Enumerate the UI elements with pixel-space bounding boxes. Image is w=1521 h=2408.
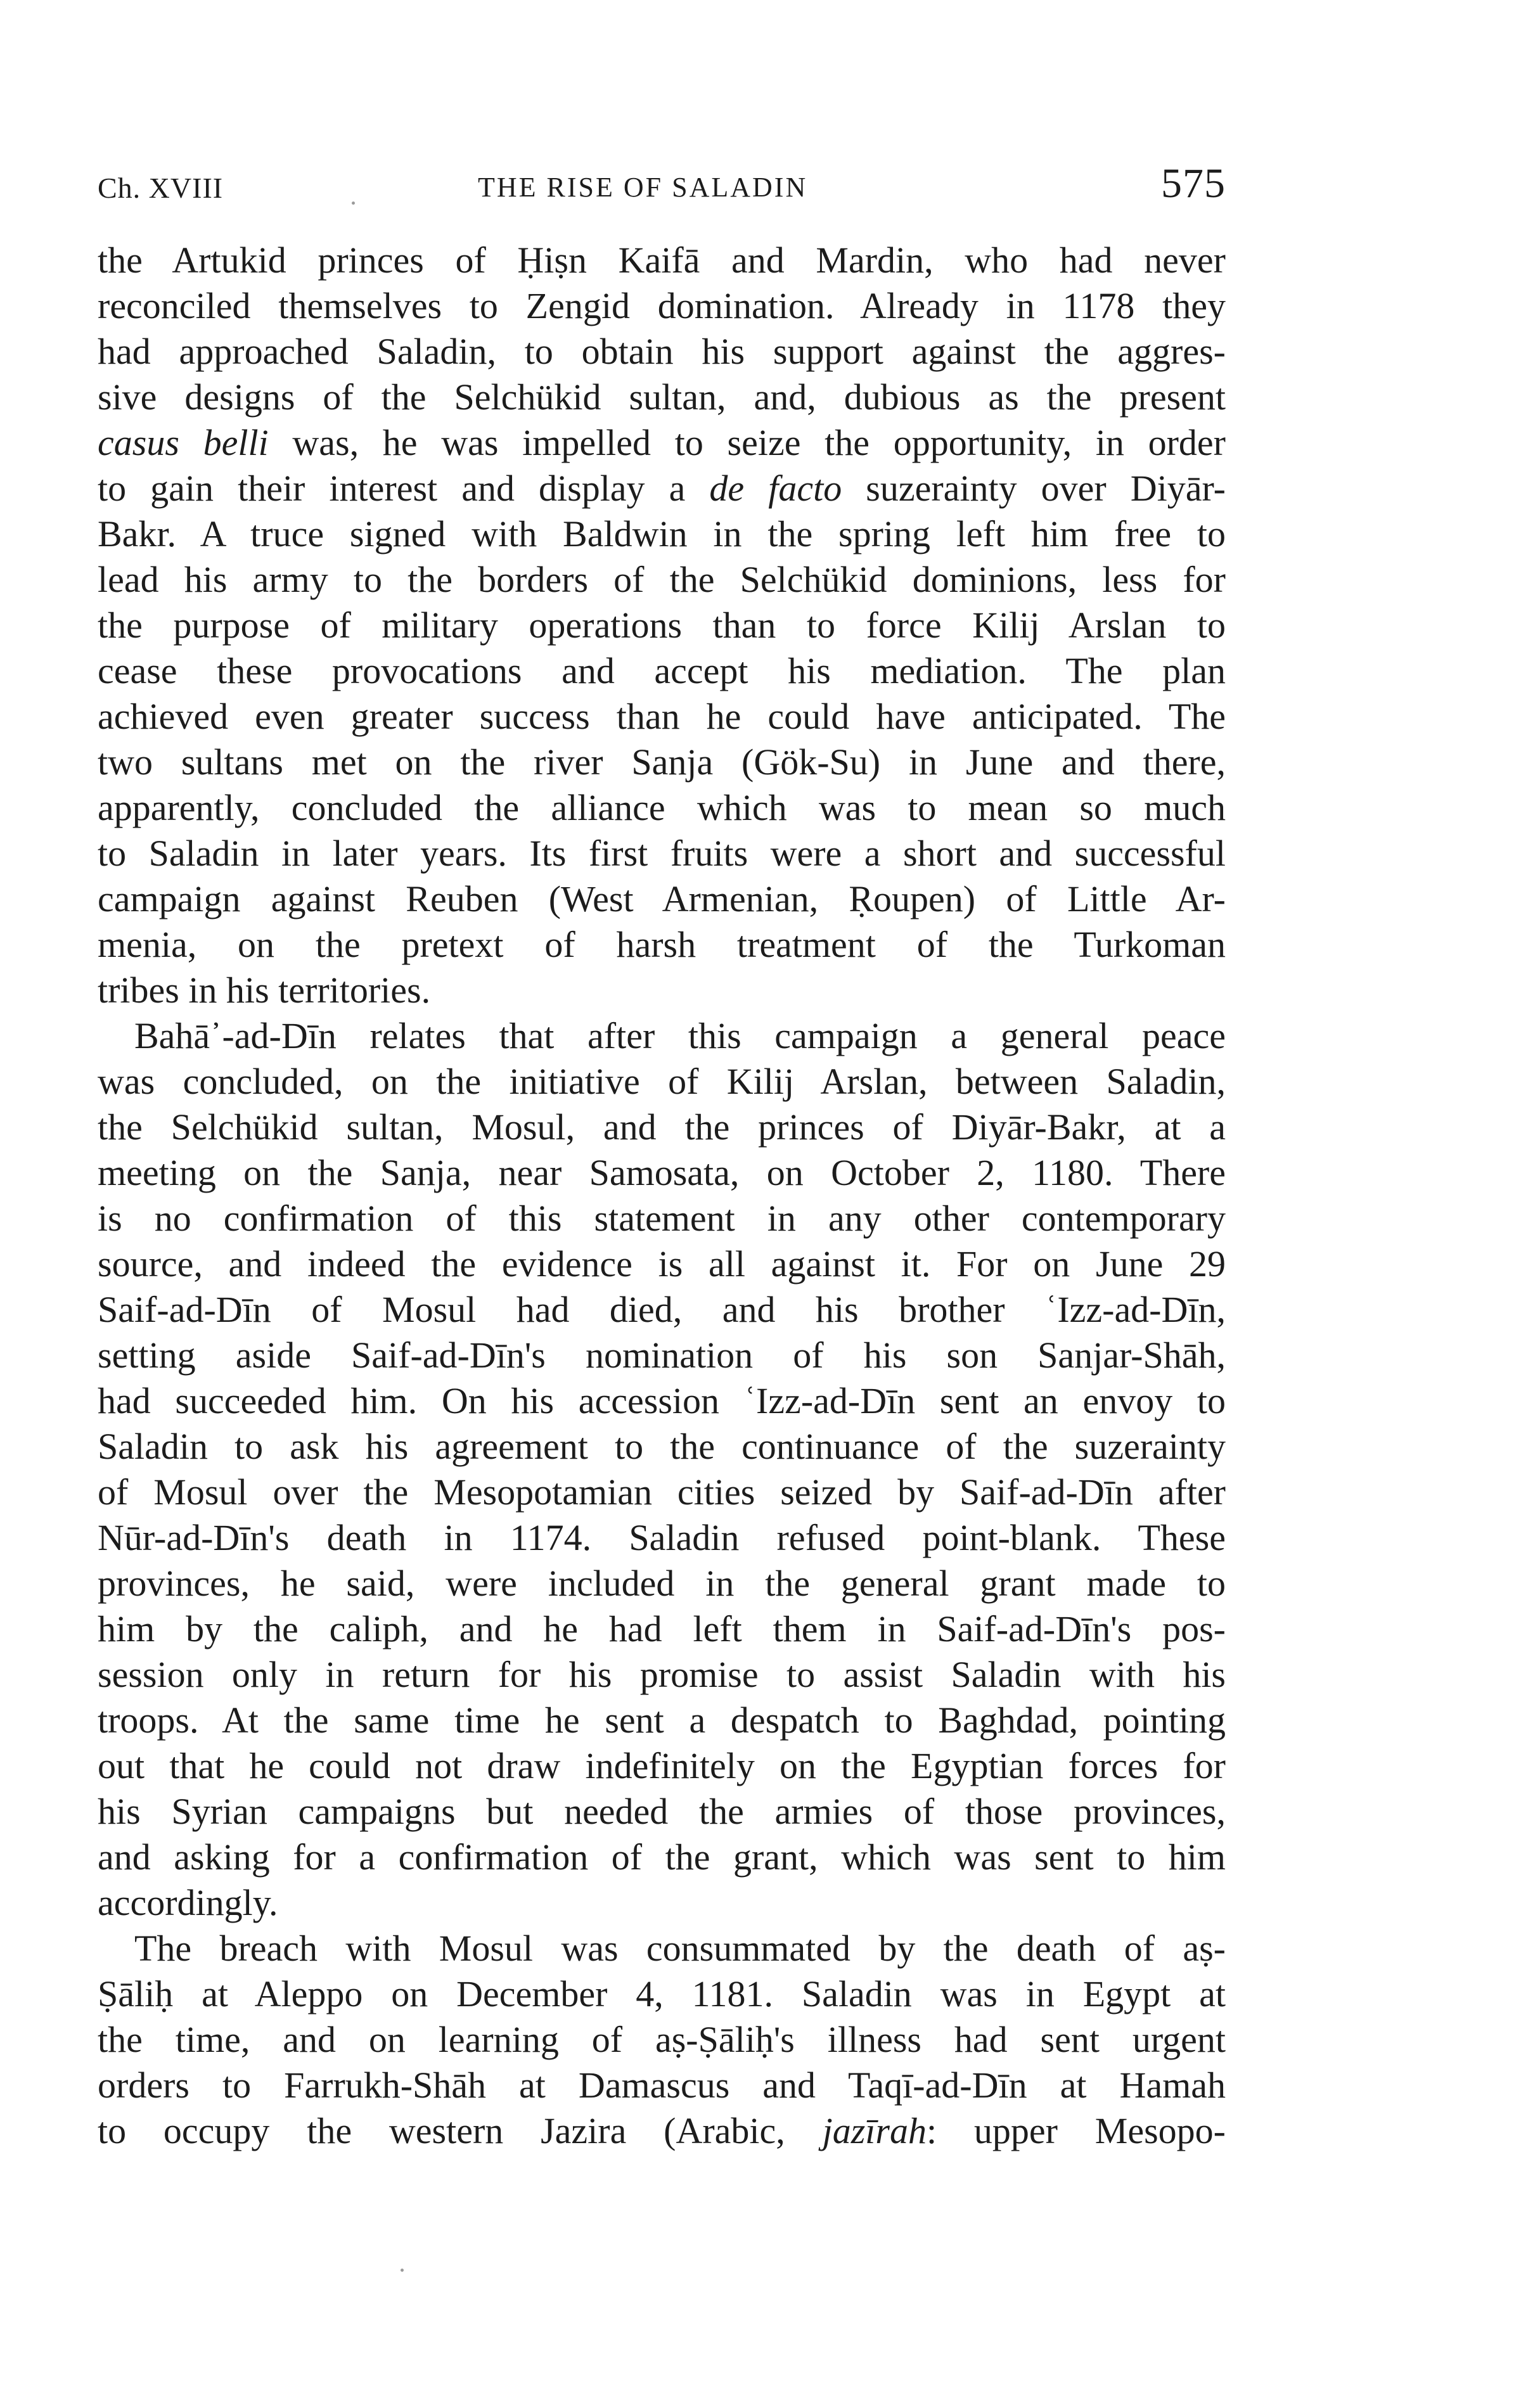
italic-phrase: casus belli bbox=[98, 422, 269, 463]
text-line bbox=[98, 1105, 1226, 1150]
text-run: Bakr. A truce signed with Baldwin in the spring left him free to bbox=[98, 513, 1226, 554]
text-run: him by the caliph, and he had left them in Saif-ad-Dīn's pos- bbox=[98, 1608, 1226, 1649]
text-line bbox=[98, 603, 1226, 648]
text-run: Nūr-ad-Dīn's death in 1174. Saladin refused point-blank. These bbox=[98, 1517, 1226, 1558]
page-speck bbox=[401, 2269, 404, 2272]
text-run: the Artukid princes of Ḥiṣn Kaifā and Mardin, who had never bbox=[98, 240, 1226, 281]
text-run: troops. At the same time he sent a despatch to Baghdad, pointing bbox=[98, 1700, 1226, 1741]
text-line bbox=[98, 2063, 1226, 2108]
text-run: of Mosul over the Mesopotamian cities seized by Saif-ad-Dīn after bbox=[98, 1471, 1226, 1513]
text-line bbox=[98, 238, 1226, 283]
page-speck bbox=[352, 202, 355, 205]
text-run: provinces, he said, were included in the general grant made to bbox=[98, 1563, 1226, 1604]
text-line bbox=[98, 831, 1226, 876]
text-run: is no confirmation of this statement in any other contemporary bbox=[98, 1198, 1226, 1239]
text-line bbox=[98, 1470, 1226, 1515]
text-run: sive designs of the Selchükid sultan, and, dubious as the present bbox=[98, 376, 1226, 418]
chapter-label: Ch. XVIII bbox=[98, 172, 224, 204]
text-run: was, he was impelled to seize the opportunity, in order bbox=[268, 422, 1226, 463]
text-line bbox=[98, 1698, 1226, 1743]
text-line bbox=[98, 1378, 1226, 1424]
body-text bbox=[98, 238, 1226, 2154]
text-line bbox=[98, 648, 1226, 694]
text-line bbox=[98, 375, 1226, 420]
text-line bbox=[98, 1835, 1226, 1880]
text-run: Saladin to ask his agreement to the continuance of the suzerainty bbox=[98, 1426, 1226, 1467]
text-line bbox=[98, 1196, 1226, 1241]
text-line bbox=[98, 2108, 1226, 2154]
text-line bbox=[98, 740, 1226, 785]
text-run: to occupy the western Jazira (Arabic, bbox=[98, 2110, 823, 2151]
text-run: cease these provocations and accept his mediation. The plan bbox=[98, 650, 1226, 691]
text-line bbox=[98, 1515, 1226, 1561]
text-run: suzerainty over Diyār- bbox=[842, 468, 1226, 509]
text-line bbox=[98, 329, 1226, 375]
text-run: the Selchükid sultan, Mosul, and the princes of Diyār-Bakr, at a bbox=[98, 1106, 1226, 1148]
text-line bbox=[98, 1743, 1226, 1789]
text-run: apparently, concluded the alliance which was to mean so much bbox=[98, 787, 1226, 828]
text-line bbox=[98, 1241, 1226, 1287]
text-line bbox=[98, 1287, 1226, 1333]
text-line bbox=[98, 968, 1226, 1013]
text-line bbox=[98, 1880, 1226, 1926]
text-line bbox=[98, 1926, 1226, 1971]
text-run: source, and indeed the evidence is all against it. For on June 29 bbox=[98, 1243, 1226, 1284]
text-run: was concluded, on the initiative of Kilij Arslan, between Saladin, bbox=[98, 1061, 1226, 1102]
text-run: meeting on the Sanja, near Samosata, on October 2, 1180. There bbox=[98, 1152, 1226, 1193]
text-run: reconciled themselves to Zengid domination. Already in 1178 they bbox=[98, 285, 1226, 326]
text-line bbox=[98, 876, 1226, 922]
text-run: setting aside Saif-ad-Dīn's nomination of his son Sanjar-Shāh, bbox=[98, 1335, 1226, 1376]
text-run: his Syrian campaigns but needed the armies of those provinces, bbox=[98, 1791, 1226, 1832]
text-run: had succeeded him. On his accession ʿIzz-ad-Dīn sent an envoy to bbox=[98, 1380, 1226, 1421]
text-line bbox=[98, 466, 1226, 511]
text-run: The breach with Mosul was consummated by the death of aṣ- bbox=[134, 1928, 1226, 1969]
text-run: Ṣāliḥ at Aleppo on December 4, 1181. Saladin was in Egypt at bbox=[98, 1973, 1226, 2014]
text-run: campaign against Reuben (West Armenian, Ṛoupen) of Little Ar- bbox=[98, 878, 1226, 919]
text-line bbox=[98, 1424, 1226, 1470]
text-run: Saif-ad-Dīn of Mosul had died, and his brother ʿIzz-ad-Dīn, bbox=[98, 1289, 1226, 1330]
text-run: the time, and on learning of aṣ-Ṣāliḥ's illness had sent urgent bbox=[98, 2019, 1226, 2060]
text-run: session only in return for his promise to assist Saladin with his bbox=[98, 1654, 1226, 1695]
text-run: achieved even greater success than he could have anticipated. The bbox=[98, 696, 1226, 737]
text-run: accordingly. bbox=[98, 1882, 278, 1923]
text-line bbox=[98, 1606, 1226, 1652]
text-line bbox=[98, 1150, 1226, 1196]
text-line bbox=[98, 694, 1226, 740]
text-run: menia, on the pretext of harsh treatment of the Turkoman bbox=[98, 924, 1226, 965]
text-run: tribes in his territories. bbox=[98, 970, 431, 1011]
text-line bbox=[98, 1561, 1226, 1606]
italic-phrase: jazīrah bbox=[822, 2110, 927, 2151]
text-run: had approached Saladin, to obtain his support against the aggres- bbox=[98, 331, 1226, 372]
text-line bbox=[98, 785, 1226, 831]
text-run: to gain their interest and display a bbox=[98, 468, 710, 509]
text-run: out that he could not draw indefinitely on the Egyptian forces for bbox=[98, 1745, 1226, 1786]
text-line bbox=[98, 1333, 1226, 1378]
text-line bbox=[98, 922, 1226, 968]
text-line bbox=[98, 420, 1226, 466]
running-title: THE RISE OF SALADIN bbox=[478, 172, 808, 203]
text-run: lead his army to the borders of the Selchükid dominions, less for bbox=[98, 559, 1226, 600]
running-head bbox=[98, 158, 1226, 209]
text-line bbox=[98, 511, 1226, 557]
text-run: orders to Farrukh-Shāh at Damascus and Taqī-ad-Dīn at Hamah bbox=[98, 2065, 1226, 2106]
text-run: two sultans met on the river Sanja (Gök-Su) in June and there, bbox=[98, 741, 1226, 783]
text-line bbox=[98, 557, 1226, 603]
text-line bbox=[98, 1013, 1226, 1059]
italic-phrase: de facto bbox=[709, 468, 842, 509]
text-line bbox=[98, 1059, 1226, 1105]
text-run: Bahā᾽-ad-Dīn relates that after this campaign a general peace bbox=[134, 1015, 1226, 1056]
text-run: to Saladin in later years. Its first fruits were a short and successful bbox=[98, 833, 1226, 874]
text-line bbox=[98, 2017, 1226, 2063]
text-line bbox=[98, 1789, 1226, 1835]
text-line bbox=[98, 283, 1226, 329]
text-run: the purpose of military operations than to force Kilij Arslan to bbox=[98, 605, 1226, 646]
text-run: : upper Mesopo- bbox=[926, 2110, 1226, 2151]
text-line bbox=[98, 1971, 1226, 2017]
text-run: and asking for a confirmation of the grant, which was sent to him bbox=[98, 1836, 1226, 1878]
text-line bbox=[98, 1652, 1226, 1698]
page-number: 575 bbox=[1161, 160, 1226, 207]
